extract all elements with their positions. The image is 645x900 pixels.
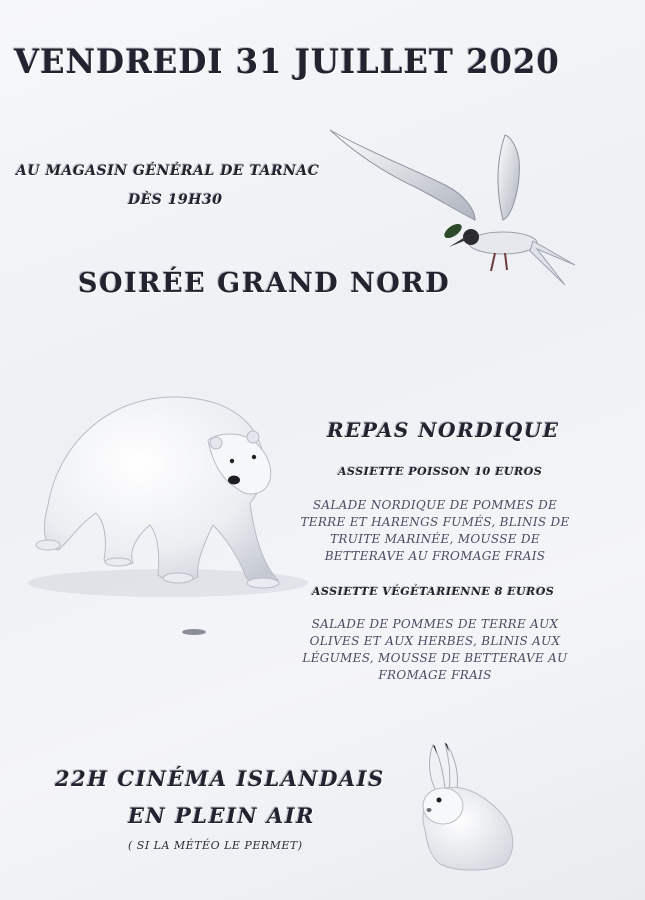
polar-bear-image [18, 385, 308, 645]
vegetarian-plate-description: SALADE DE POMMES DE TERRE AUX OLIVES ET AUX HERBES, BLINIS AUX LÉGUMES, MOUSSE DE BETTERAVE AU FROMAGE FRAIS [302, 617, 568, 682]
event-date: VENDREDI 31 JUILLET 2020 [14, 42, 560, 82]
fish-plate-title: ASSIETTE POISSON 10 EUROS [338, 465, 543, 478]
vegetarian-plate-title: ASSIETTE VÉGÉTARIENNE 8 EUROS [312, 585, 555, 598]
cinema-line-1: 22H CINÉMA ISLANDAIS [55, 766, 385, 791]
event-time: DÈS 19H30 [128, 192, 223, 208]
fish-plate-description: SALADE NORDIQUE DE POMMES DE TERRE ET HARENGS FUMÉS, BLINIS DE TRUITE MARINÉE, MOUSSE DE BETTERAVE AU FROMAGE FRAIS [300, 498, 570, 563]
event-venue: AU MAGASIN GÉNÉRAL DE TARNAC [16, 163, 320, 179]
menu-title: REPAS NORDIQUE [327, 418, 560, 442]
weather-note: ( SI LA MÉTÉO LE PERMET) [128, 839, 303, 852]
cinema-line-2: EN PLEIN AIR [128, 803, 315, 828]
event-title: SOIRÉE GRAND NORD [78, 268, 451, 299]
arctic-hare-image [405, 740, 525, 875]
